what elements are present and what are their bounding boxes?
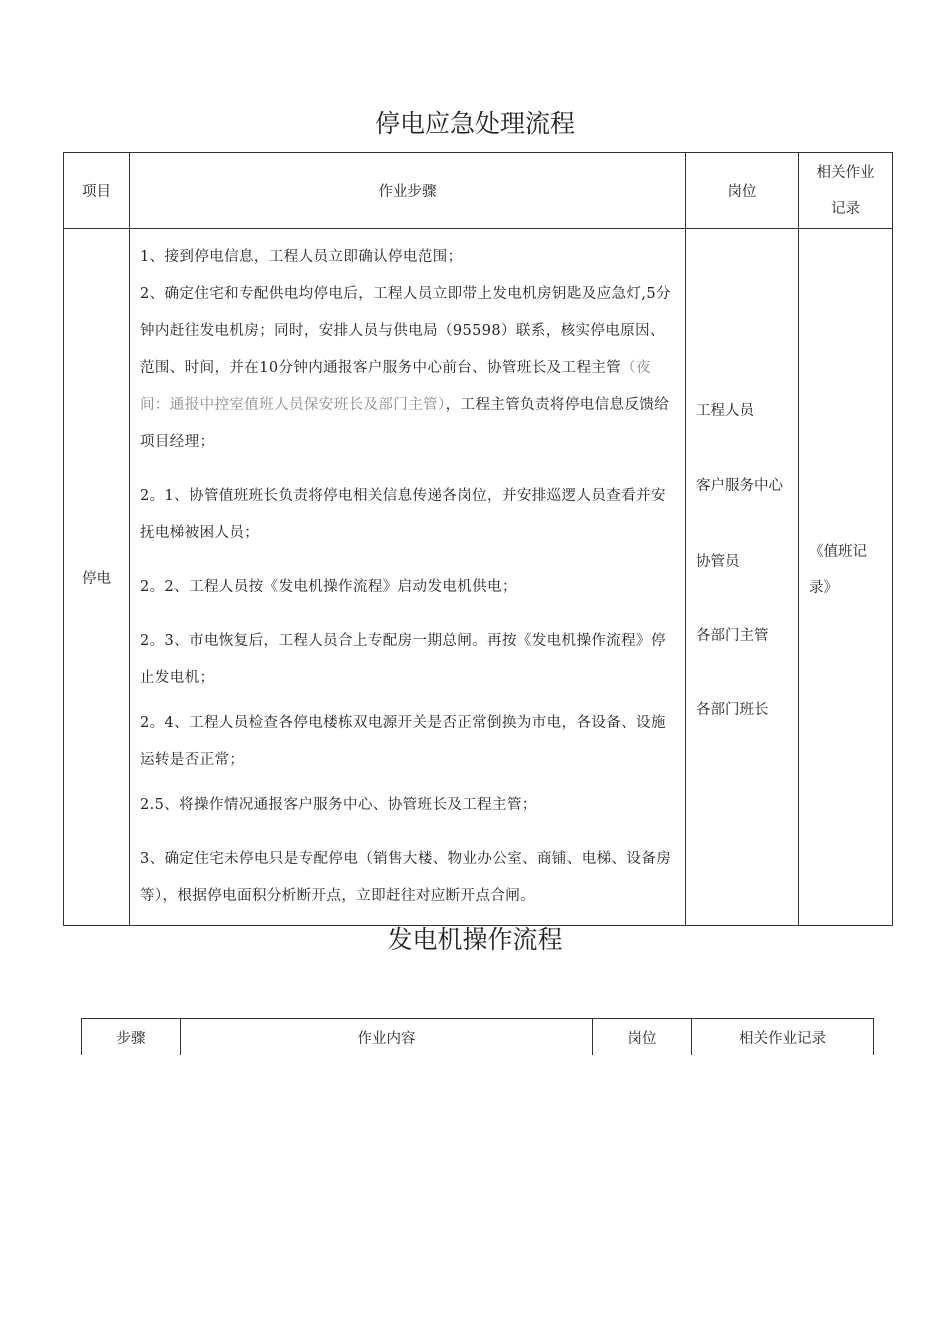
- table-header-row: [82, 1019, 874, 1056]
- header-record-line1: 相关作业: [816, 164, 875, 181]
- header-item: 项目: [64, 153, 130, 229]
- table-header-row: [64, 153, 893, 229]
- table-row: [64, 229, 893, 926]
- header-content: 作业内容: [181, 1019, 593, 1056]
- duty-record: 《值班记录》: [809, 544, 867, 596]
- step-3: 3、确定住宅未停电只是专配停电（销售大楼、物业办公室、商铺、电梯、设备房等），根据停电面积分析断开点，立即赶往对应断开点合闸。: [140, 851, 672, 904]
- post-department-manager: 各部门主管: [696, 628, 769, 644]
- section-title: 发电机操作流程: [387, 925, 563, 954]
- post-engineering: 工程人员: [696, 403, 754, 419]
- step-2: [140, 276, 679, 461]
- record-cell: [799, 229, 893, 926]
- step-2-5: 2.5、将操作情况通报客户服务中心、协管班长及工程主管；: [140, 797, 537, 813]
- step-2-main: 2、确定住宅和专配供电均停电后，工程人员立即带上发电机房钥匙及应急灯,5分钟内赶往发电机房；同时，安排人员与供电局（95598）联系，核实停电原因、范围、时间，并在10分钟内通报客户服务中心前台、协管班长及工程主管: [140, 286, 671, 376]
- step-2-night-note: （夜间：通报中控室值班人员保安班长及部门主管）: [140, 360, 651, 413]
- power-outage-procedure-table: [63, 152, 893, 926]
- header-step: 步骤: [82, 1019, 181, 1056]
- step-2-tail: ，工程主管负责将停电信息反馈给项目经理；: [140, 397, 670, 450]
- header-record-line2: 记录: [831, 200, 860, 217]
- generator-procedure-table: [81, 1018, 874, 1055]
- post-customer-service: 客户服务中心: [696, 478, 783, 494]
- step-2-1: 2。1、协管值班班长负责将停电相关信息传递各岗位，并安排巡逻人员查看并安抚电梯被困人员；: [140, 488, 666, 541]
- document-title: 停电应急处理流程: [374, 109, 575, 138]
- step-2-4: 2。4、工程人员检查各停电楼栋双电源开关是否正常倒换为市电，各设备、设施运转是否正常；: [140, 715, 666, 768]
- item-cell: 停电: [64, 229, 130, 926]
- header-post: 岗位: [686, 153, 799, 229]
- step-2-3: 2。3、市电恢复后，工程人员合上专配房一期总闸。再按《发电机操作流程》停止发电机；: [140, 633, 666, 686]
- header-record: 相关作业记录: [692, 1019, 874, 1056]
- post-coordinator: 协管员: [696, 554, 740, 570]
- header-record: [799, 153, 893, 229]
- post-department-leader: 各部门班长: [696, 702, 769, 718]
- step-1: 1、接到停电信息，工程人员立即确认停电范围；: [140, 249, 463, 265]
- header-post: 岗位: [593, 1019, 692, 1056]
- steps-cell: [130, 229, 686, 926]
- step-2-2: 2。2、工程人员按《发电机操作流程》启动发电机供电；: [140, 579, 517, 595]
- post-cell: [686, 229, 799, 926]
- header-steps: 作业步骤: [130, 153, 686, 229]
